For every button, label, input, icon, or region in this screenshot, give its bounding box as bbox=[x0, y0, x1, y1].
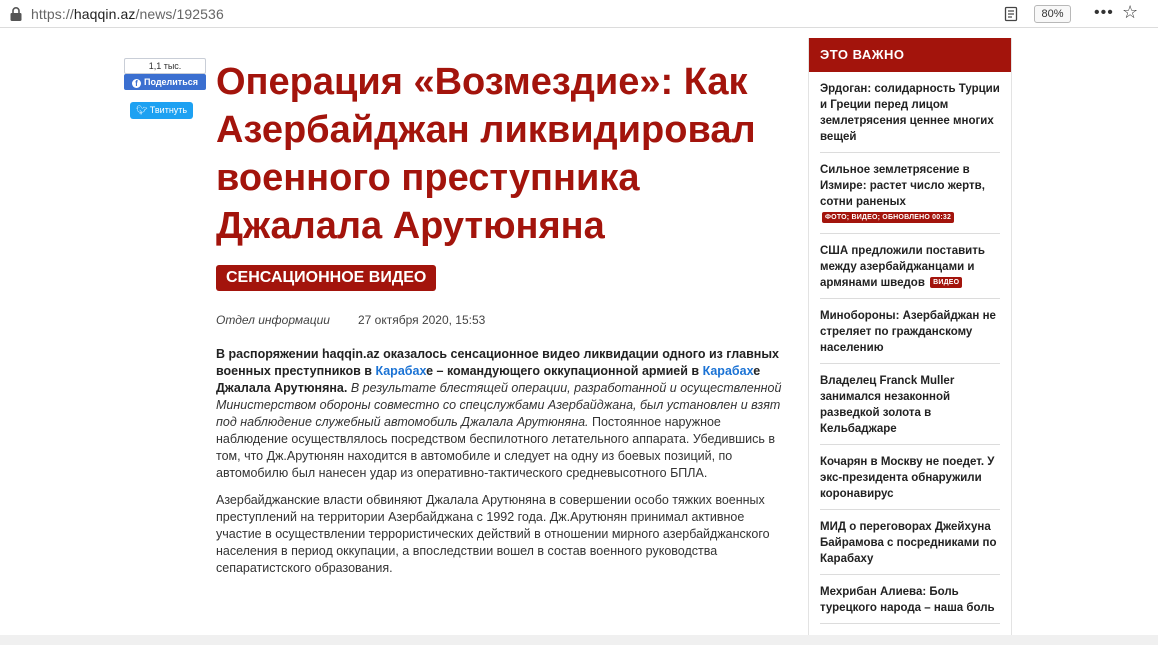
url-host: haqqin.az bbox=[73, 6, 136, 22]
tweet-button[interactable] bbox=[130, 102, 193, 119]
reader-view-icon[interactable] bbox=[1003, 6, 1019, 22]
lead-text: В распоряжении haqqin.az оказалось сенсационное видео ликвидации одного из главных военных преступников в bbox=[216, 347, 779, 378]
important-news-sidebar bbox=[808, 38, 1012, 645]
body-text: Постоянное наружное наблюдение осуществлялось посредством беспилотного летательного аппарата. Убедившись в том, что Дж.Арутюнян находится в автомобиле и следует на одну из боевых позиций, по автомобилю был нанесен удар из оперативно-тактического средневысотного БПЛА. bbox=[216, 415, 776, 480]
karabakh-link[interactable]: Карабах bbox=[375, 364, 427, 378]
article-body bbox=[216, 346, 792, 587]
more-dots-icon[interactable]: ••• bbox=[1094, 4, 1114, 21]
facebook-share-button[interactable] bbox=[124, 74, 206, 90]
article-meta bbox=[216, 313, 485, 327]
article-paragraph bbox=[216, 346, 792, 482]
lead-text: е – командующего оккупационной армией в bbox=[426, 364, 703, 378]
news-item-title[interactable]: Владелец Franck Muller занимался незаконной разведкой золота в Кельбаджаре bbox=[820, 375, 955, 435]
news-item-tag: ВИДЕО bbox=[930, 277, 962, 288]
url-text[interactable] bbox=[31, 6, 224, 22]
news-item-title[interactable]: Кочарян в Москву не поедет. У экс-президента обнаружили коронавирус bbox=[820, 456, 995, 500]
lead-text: е Джалала Арутюняна. bbox=[216, 364, 761, 395]
article-author[interactable]: Отдел информации bbox=[216, 313, 330, 327]
italic-text: В результате блестящей операции, разработанной и осуществленной Министерством обороны совместно со спецслужбами Азербайджана, был установлен и взят под наблюдение служебный автомобиль Джалала Арутюняна. bbox=[216, 381, 782, 429]
browser-url-bar[interactable] bbox=[0, 0, 1158, 28]
news-item-title[interactable]: МИД о переговорах Джейхуна Байрамова с посредниками по Карабаху bbox=[820, 521, 997, 565]
article-paragraph: Азербайджанские власти обвиняют Джалала Арутюняна в совершении особо тяжких военных преступлений на территории Азербайджана с 1992 года. Дж.Арутюнян принимал активное участие в осуществлении террористических действий в отношении мирного азербайджанского населения в период оккупации, а впоследствии вошел в состав военного руководства сепаратистского образования. bbox=[216, 493, 770, 575]
lock-icon[interactable] bbox=[9, 6, 23, 22]
news-item[interactable] bbox=[820, 575, 1000, 624]
news-item-title[interactable]: Минобороны: Азербайджан не стреляет по гражданскому населению bbox=[820, 310, 996, 354]
news-item-title[interactable]: Эрдоган: солидарность Турции и Греции перед лицом землетрясения ценнее многих вещей bbox=[820, 83, 1000, 143]
url-path: /news/192536 bbox=[135, 6, 224, 22]
twitter-bird-icon: 🐦︎ bbox=[135, 105, 150, 115]
facebook-share-label: Поделиться bbox=[143, 77, 198, 87]
facebook-icon: f bbox=[132, 79, 141, 88]
article-headline: Операция «Возмездие»: Как Азербайджан ликвидировал военного преступника Джалала Арутюняна bbox=[216, 61, 756, 247]
news-item[interactable] bbox=[820, 364, 1000, 445]
news-item[interactable] bbox=[820, 299, 1000, 364]
news-item[interactable] bbox=[820, 510, 1000, 575]
news-item-tag: ФОТО; ВИДЕО; ОБНОВЛЕНО 00:32 bbox=[822, 212, 954, 223]
news-item-title[interactable]: Мехрибан Алиева: Боль турецкого народа – наша боль bbox=[820, 586, 995, 614]
karabakh-link[interactable]: Карабах bbox=[702, 364, 754, 378]
news-item[interactable] bbox=[820, 445, 1000, 510]
sidebar-title: ЭТО ВАЖНО bbox=[809, 38, 1011, 72]
news-item[interactable] bbox=[820, 72, 1000, 153]
news-item[interactable] bbox=[820, 234, 1000, 299]
page-bottom-strip bbox=[0, 635, 1158, 645]
article-date: 27 октября 2020, 15:53 bbox=[357, 313, 486, 327]
tweet-label: Твитнуть bbox=[149, 105, 188, 115]
news-list bbox=[809, 72, 1011, 624]
bookmark-star-icon[interactable]: ☆ bbox=[1122, 2, 1139, 22]
facebook-share-count: 1,1 тыс. bbox=[124, 58, 206, 74]
news-item[interactable] bbox=[820, 153, 1000, 234]
sensational-video-badge[interactable]: СЕНСАЦИОННОЕ ВИДЕО bbox=[216, 265, 436, 291]
news-item-title[interactable]: США предложили поставить между азербайджанцами и армянами шведов bbox=[820, 245, 985, 289]
news-item-title[interactable]: Сильное землетрясение в Измире: растет число жертв, сотни раненых bbox=[820, 164, 985, 208]
url-prefix: https:// bbox=[31, 6, 74, 22]
zoom-level-button[interactable]: 80% bbox=[1034, 5, 1071, 23]
